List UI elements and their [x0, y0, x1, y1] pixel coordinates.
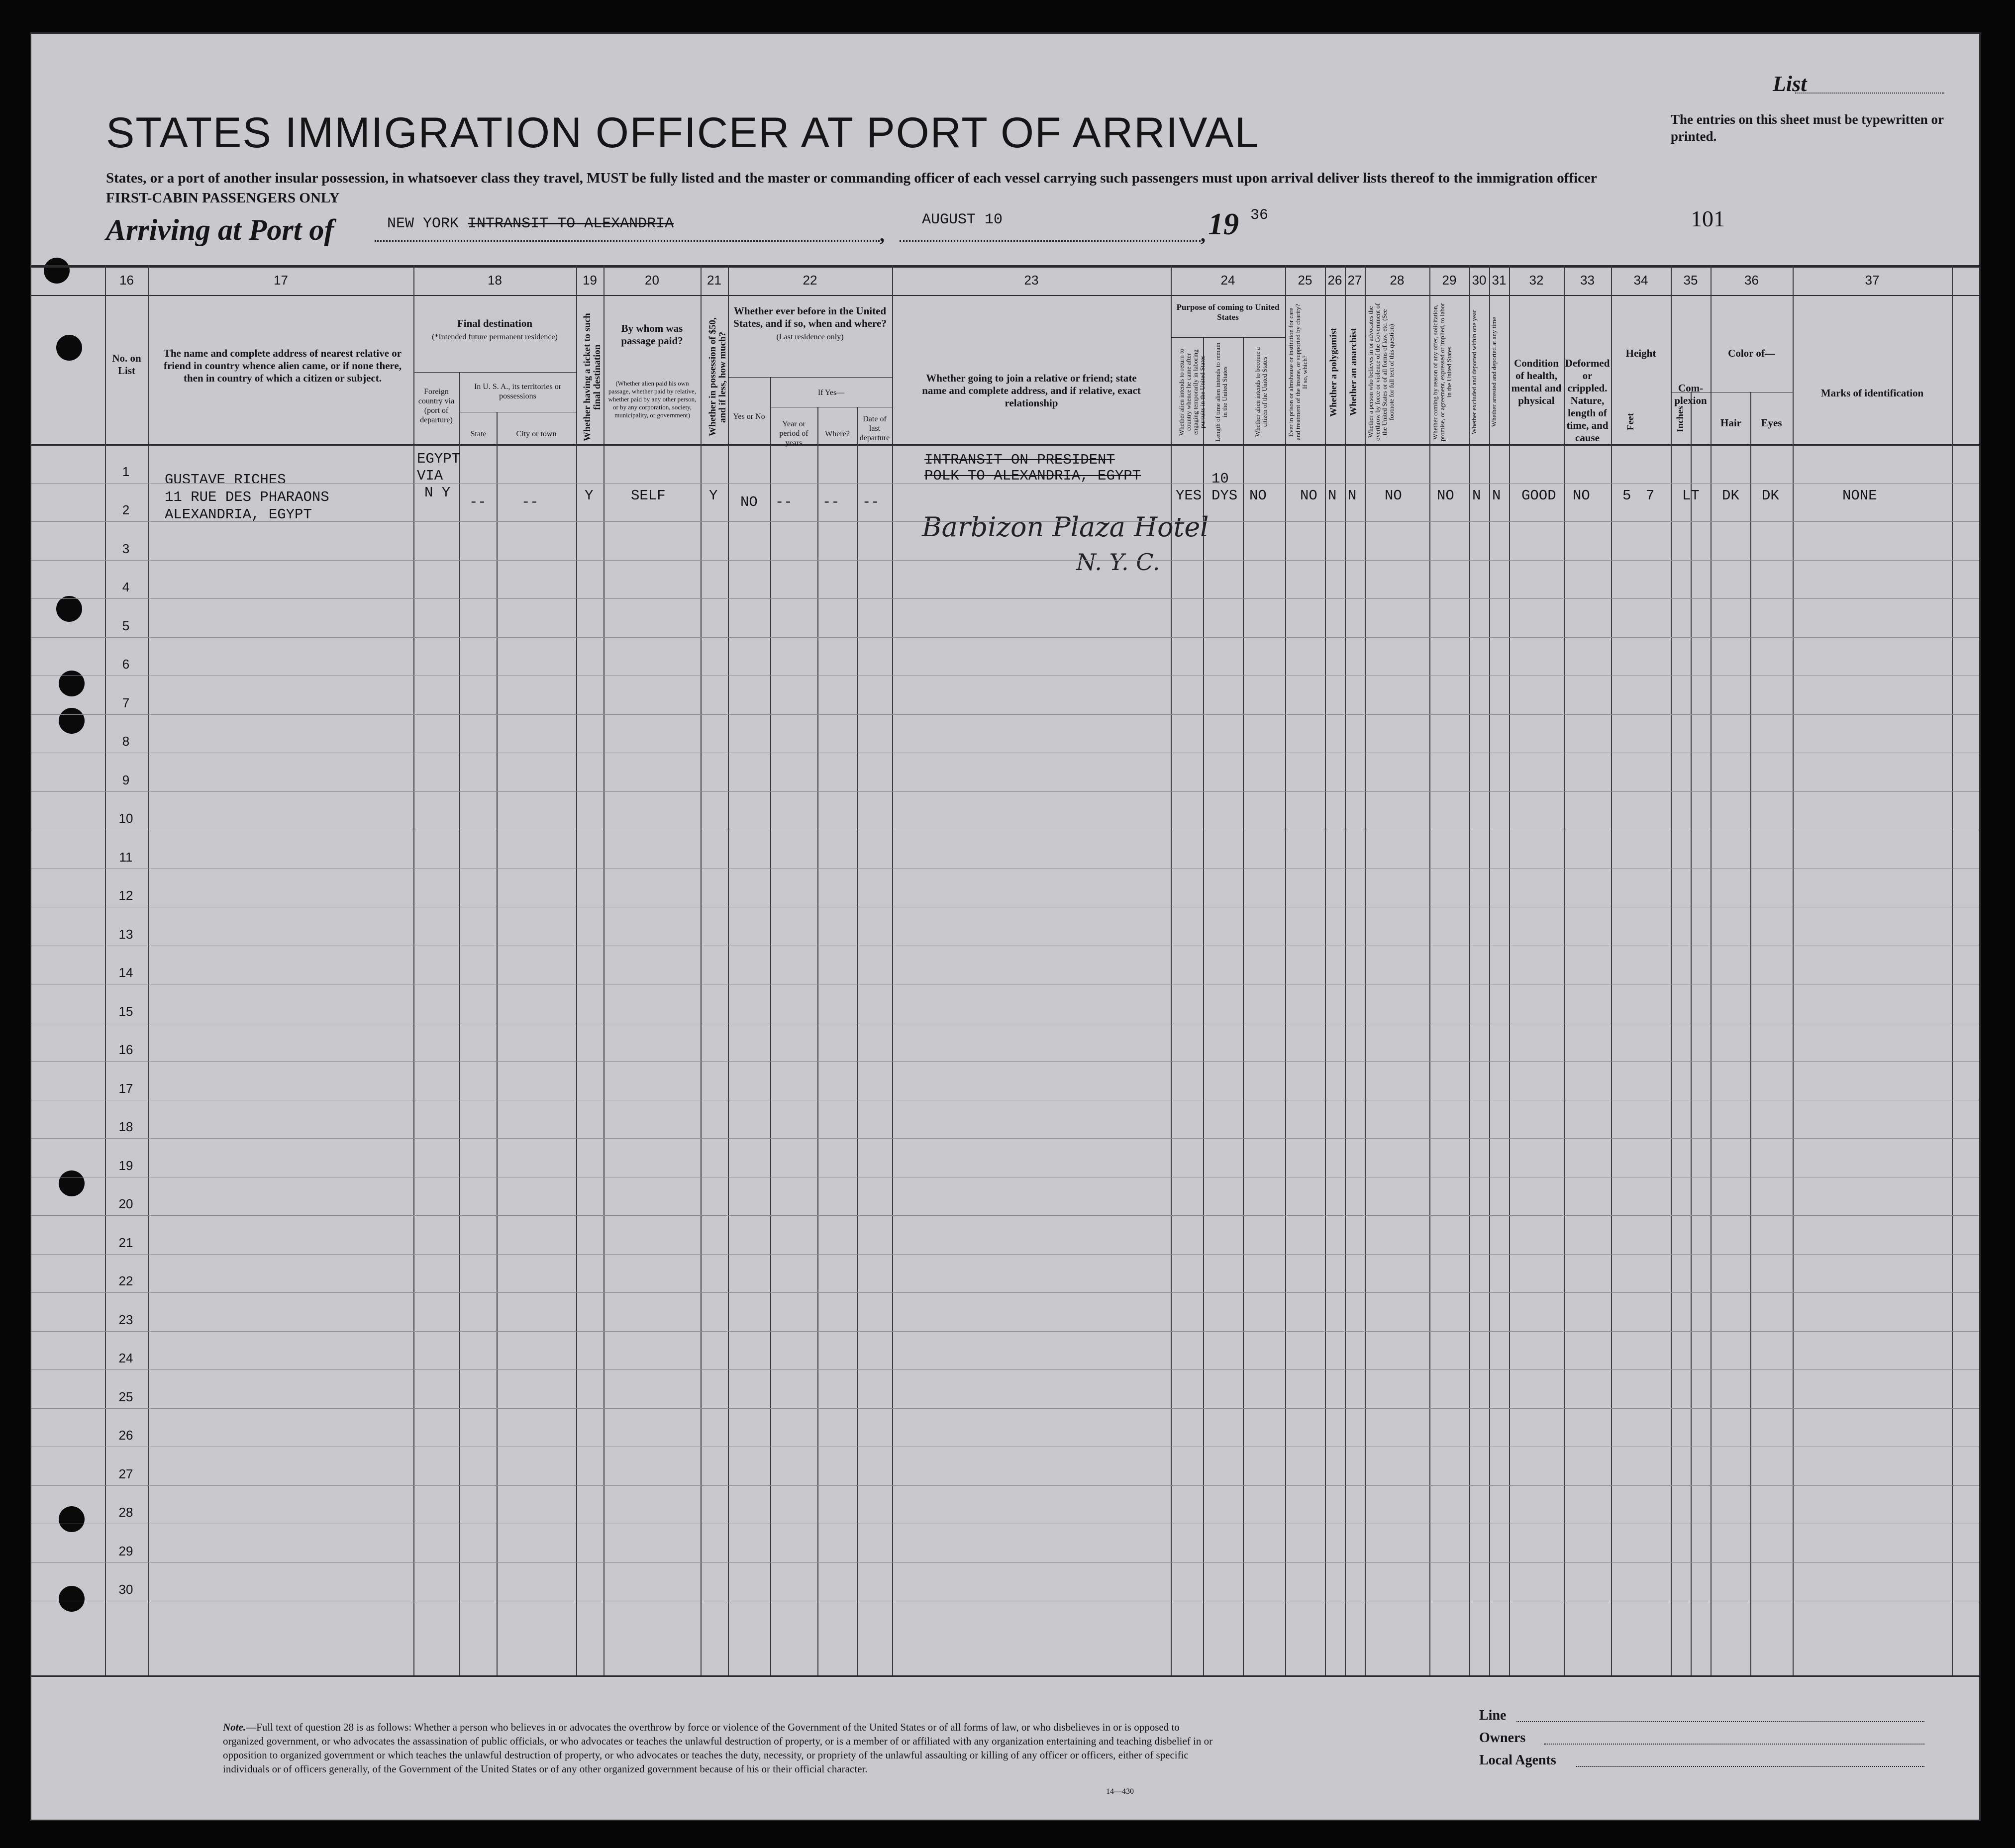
col-rule: [1489, 265, 1490, 1675]
row-rule: [31, 1369, 1979, 1370]
handwritten-hotel: Barbizon Plaza Hotel: [922, 511, 1209, 543]
row-number: 28: [118, 1505, 133, 1520]
entry-anarchist: N: [1348, 487, 1357, 504]
row-number: 19: [118, 1158, 133, 1173]
col-number: 18: [488, 273, 502, 288]
entry-marks: NONE: [1842, 487, 1877, 504]
entry-before: NO: [740, 494, 758, 510]
entry-question-31: N: [1492, 487, 1501, 504]
header-marks: Marks of identification: [1820, 387, 1924, 399]
row-number: 17: [118, 1080, 133, 1096]
handwritten-city: N. Y. C.: [1076, 549, 1160, 576]
header-ticket: Whether having a ticket to such final destination: [582, 313, 603, 441]
col-rule: [1365, 265, 1366, 1675]
punch-hole: [44, 258, 70, 284]
comma-mark-2: ,: [1201, 223, 1206, 246]
col-number: 16: [119, 273, 134, 288]
row-number: 6: [122, 657, 130, 672]
row-rule: [31, 1485, 1979, 1486]
colnum-rule: [31, 295, 1979, 296]
entry-joining-line2: POLK TO ALEXANDRIA, EGYPT: [924, 468, 1141, 484]
row-rule: [31, 1138, 1979, 1139]
row-rule: [31, 714, 1979, 715]
entry-length-number: 10: [1211, 471, 1229, 487]
row-number: 22: [118, 1273, 133, 1288]
sub-col-rule: [1243, 337, 1244, 1675]
col-rule: [701, 265, 702, 1675]
header-purpose-return: Whether alien intends to return to country whence he came after engaging temporarily in laboring pursuits in the United States: [1178, 348, 1206, 436]
header-passage-paid: By whom was passage paid?: [621, 322, 683, 347]
entry-question-28: NO: [1385, 487, 1402, 504]
col-number: 20: [645, 273, 659, 288]
sub-rule: [413, 372, 576, 373]
header-city: City or town: [516, 430, 557, 438]
header-ever-before-note: (Last residence only): [776, 333, 844, 341]
row-rule: [31, 598, 1979, 599]
header-inches: Inches: [1675, 406, 1686, 433]
header-where: Where?: [825, 430, 850, 438]
punch-hole: [59, 1586, 85, 1612]
row-number: 8: [122, 734, 130, 749]
entry-city: --: [521, 494, 539, 510]
page-number: 101: [1691, 206, 1725, 231]
row-rule: [31, 791, 1979, 792]
entry-fifty: Y: [709, 487, 718, 504]
col-rule: [1509, 265, 1510, 1675]
row-number: 4: [122, 580, 130, 594]
col-number: 25: [1298, 273, 1312, 288]
row-number: 12: [118, 888, 133, 903]
col-number: 31: [1492, 273, 1507, 288]
punch-hole: [56, 596, 82, 622]
col-rule: [892, 265, 893, 1675]
row-number: 25: [118, 1389, 133, 1404]
row-number: 30: [118, 1582, 133, 1597]
row-number: 18: [118, 1119, 133, 1134]
entry-joining-line1: INTRANSIT ON PRESIDENT: [924, 452, 1115, 468]
header-purpose-citizen: Whether alien intends to become a citizen of the United States: [1254, 347, 1268, 437]
form-number: 14—430: [1106, 1787, 1134, 1796]
header-hair: Hair: [1720, 417, 1741, 429]
header-ever-before: Whether ever before in the United States, and if so, when and where?: [733, 305, 887, 329]
row-number: 5: [122, 618, 130, 633]
entry-question-30: N: [1472, 487, 1481, 504]
row-number: 10: [118, 811, 133, 826]
row-number: 14: [118, 965, 133, 980]
col-rule: [1469, 265, 1470, 1675]
header-yes-or-no: Yes or No: [733, 412, 765, 421]
col-rule: [148, 265, 149, 1675]
col-rule: [1285, 265, 1286, 1675]
page-title: STATES IMMIGRATION OFFICER AT PORT OF ARRIVAL: [106, 109, 1260, 157]
entry-name: GUSTAVE RICHES: [165, 472, 286, 488]
row-number: 2: [122, 502, 130, 517]
sub-col-rule: [1750, 392, 1751, 1675]
header-color-of: Color of—: [1728, 347, 1775, 359]
col-number: 22: [803, 273, 817, 288]
footnote-label: Note.: [223, 1721, 246, 1733]
punch-hole: [59, 1506, 85, 1532]
col-rule: [1671, 265, 1672, 1675]
table-top-rule: [31, 265, 1979, 268]
local-agents-label: Local Agents: [1479, 1752, 1556, 1768]
entry-feet: 5: [1622, 487, 1631, 504]
port-line: [375, 240, 880, 242]
col-number: 27: [1347, 273, 1362, 288]
header-joining-relative: Whether going to join a relative or friend; state name and complete address, and if relative, exact relationship: [922, 372, 1141, 409]
entry-state: --: [469, 494, 487, 510]
row-number: 24: [118, 1351, 133, 1365]
entry-deformed: NO: [1573, 487, 1590, 504]
line-label: Line: [1479, 1708, 1507, 1723]
row-number: 26: [118, 1428, 133, 1443]
header-deformed: Deformed or crippled. Nature, length of time, and cause: [1565, 357, 1610, 444]
row-rule: [31, 1292, 1979, 1293]
sub-col-rule: [497, 412, 498, 1675]
header-height: Height: [1625, 347, 1656, 359]
typewritten-note: The entries on this sheet must be typewritten or printed.: [1671, 112, 1944, 144]
entry-health: GOOD: [1521, 487, 1556, 504]
manifest-sheet: [30, 32, 1981, 1821]
port-field: [387, 215, 674, 232]
row-number: 29: [118, 1543, 133, 1558]
instructions-text: States, or a port of another insular possession, in whatsoever class they travel, MUST be fully listed and the master or commanding officer of each vessel carrying such passengers must upon arrival deliver lists thereof to the immigration officer: [106, 170, 1597, 186]
col-number: 24: [1220, 273, 1235, 288]
entry-hair: DK: [1722, 487, 1739, 504]
punch-hole: [56, 335, 82, 361]
row-rule: [31, 637, 1979, 638]
owners-signature-line: [1544, 1744, 1924, 1745]
footnote-text: —Full text of question 28 is as follows: Whether a person who believes in or advocates the overthrow by force or violence of the Government of the United States or of all forms of law, or who disbelieves in or is opposed to organized government, or who advocates the assassination of public officials, or who advocates or teaches the unlawful destruction of property, or is a member of or affiliated with any organization entertaining and teaching disbelief in or opposition to organized government or which teaches the unlawful destruction of property, or who advocates or teaches the duty, necessity, or propriety of the unlawful assaulting or killing of any officer or officers, either of specific individuals or of officers generally, of the Government of the United States or of any other organized government because of his or their official character.: [223, 1721, 1213, 1775]
row-rule: [31, 1408, 1979, 1409]
row-number: 20: [118, 1196, 133, 1211]
punch-hole: [59, 1170, 85, 1196]
entry-purpose: YES: [1176, 487, 1202, 504]
header-date-departure: Date of last departure: [859, 415, 890, 442]
header-prison: Ever in prison or almshouse or institution for care and treatment of the insane, or supported by charity? If so, which?: [1287, 304, 1309, 440]
row-number: 16: [118, 1042, 133, 1057]
row-number: 21: [118, 1235, 133, 1250]
entry-citizen: NO: [1249, 487, 1267, 504]
row-number: 23: [118, 1312, 133, 1327]
col-number: 36: [1744, 273, 1759, 288]
entry-foreign-via: VIA: [417, 468, 443, 484]
entry-address-line2: ALEXANDRIA, EGYPT: [165, 506, 312, 523]
header-question-28: Whether a person who believes in or advocates the overthrow by force or violence of the Government of the United States or of all forms of law, etc. (See footnote for full text of this question): [1367, 303, 1395, 441]
arriving-label: Arriving at Port of: [106, 213, 334, 246]
col-rule: [728, 265, 729, 1675]
instructions: [106, 168, 1698, 208]
col-rule: [1611, 265, 1612, 1675]
header-purpose-length: Length of time alien intends to remain in the United States: [1214, 342, 1228, 442]
sub-rule: [1171, 337, 1285, 338]
passenger-class: FIRST-CABIN PASSENGERS ONLY: [106, 190, 340, 206]
entry-question-29: NO: [1437, 487, 1454, 504]
port-value: NEW YORK: [387, 215, 459, 232]
list-label: List: [1773, 72, 1807, 96]
entry-inches: 7: [1646, 487, 1655, 504]
year-prefix: 19: [1208, 207, 1239, 241]
col-rule: [1345, 265, 1346, 1675]
header-complexion: Com- plexion: [1674, 382, 1707, 406]
row-number: 13: [118, 926, 133, 942]
row-number: 27: [118, 1466, 133, 1481]
header-polygamist: Whether a polygamist: [1328, 327, 1339, 417]
header-final-destination: Final destination: [457, 317, 533, 329]
header-if-yes: If Yes—: [817, 389, 845, 397]
comma-mark: ,: [880, 223, 885, 246]
entry-paid-by: SELF: [631, 487, 666, 504]
entry-foreign-country: EGYPT: [417, 451, 461, 467]
header-in-usa: In U. S. A., its territories or possessions: [474, 383, 562, 400]
col-number: 35: [1683, 273, 1698, 288]
header-question-30: Whether excluded and deported within one year: [1470, 310, 1478, 434]
row-rule: [31, 521, 1979, 522]
punch-hole: [59, 671, 85, 696]
header-feet: Feet: [1625, 413, 1636, 431]
col-rule: [1564, 265, 1565, 1675]
sub-rule: [728, 377, 892, 378]
agents-signature-line: [1576, 1766, 1924, 1767]
entry-complexion: LT: [1682, 487, 1700, 504]
header-foreign-country: Foreign country via (port of departure): [418, 388, 455, 424]
col-rule: [1429, 265, 1430, 1675]
sub-col-rule: [1691, 392, 1692, 1675]
entry-foreign-port: N Y: [424, 485, 451, 501]
col-number: 29: [1442, 273, 1457, 288]
header-final-destination-note: (*Intended future permanent residence): [432, 333, 558, 341]
entry-address-line1: 11 RUE DES PHARAONS: [165, 489, 329, 505]
line-signature-line: [1516, 1721, 1924, 1722]
header-eyes: Eyes: [1761, 417, 1782, 429]
header-anarchist: Whether an anarchist: [1348, 328, 1359, 416]
row-number: 3: [122, 541, 130, 556]
row-rule: [31, 1331, 1979, 1332]
row-rule: [31, 560, 1979, 561]
col-number: 32: [1529, 273, 1544, 288]
row-rule: [31, 1215, 1979, 1216]
entry-length-unit: DYS: [1211, 487, 1238, 504]
header-nearest-relative: The name and complete address of nearest relative or friend in country whence alien came, or if none there, then in country of which a citizen or subject.: [163, 347, 402, 384]
entry-before-date: --: [862, 494, 880, 510]
header-purpose: Purpose of coming to United States: [1176, 302, 1280, 322]
sub-col-rule: [459, 372, 460, 1675]
date-line: [900, 240, 1201, 242]
port-struck-value: INTRANSIT TO ALEXANDRIA: [468, 215, 674, 232]
row-number: 9: [122, 772, 130, 787]
header-health: Condition of health, mental and physical: [1511, 357, 1562, 406]
row-number: 1: [122, 464, 130, 479]
owners-label: Owners: [1479, 1730, 1526, 1746]
row-rule: [31, 1254, 1979, 1255]
entry-before-where: --: [822, 494, 840, 510]
header-no-on-list: No. on List: [112, 352, 141, 377]
header-question-31: Whether arrested and deported at any time: [1490, 317, 1498, 427]
col-rule: [413, 265, 414, 1675]
col-number: 26: [1327, 273, 1342, 288]
row-number: 15: [118, 1003, 133, 1019]
header-fifty-dollars: Whether in possession of $50, and if less, how much?: [707, 317, 728, 437]
year-suffix: 36: [1250, 207, 1269, 224]
col-number: 30: [1472, 273, 1487, 288]
col-number: 23: [1024, 273, 1039, 288]
col-rule: [1711, 265, 1712, 1675]
entry-prison: NO: [1300, 487, 1317, 504]
header-year-period: Year or period of years: [779, 420, 808, 447]
col-rule: [1793, 265, 1794, 1675]
col-number: 33: [1580, 273, 1595, 288]
col-rule: [1952, 265, 1953, 1675]
col-number: 19: [583, 273, 597, 288]
col-number: 17: [274, 273, 288, 288]
entry-eyes: DK: [1762, 487, 1779, 504]
table-bottom-rule: [31, 1675, 1979, 1677]
header-question-29: Whether coming by reason of any offer, solicitation, promise, or agreement, expressed or implied, to labor in the United States: [1431, 303, 1453, 441]
col-number: 21: [707, 273, 721, 288]
row-number: 11: [119, 849, 133, 865]
entry-ticket: Y: [585, 487, 594, 504]
row-rule: [31, 483, 1979, 484]
arrival-date: AUGUST 10: [922, 211, 1003, 228]
sub-col-rule: [770, 377, 771, 1675]
header-passage-note: (Whether alien paid his own passage, whether paid by relative, whether paid by any other person, or by any corporation, society, municipality, or government): [608, 380, 697, 419]
row-number: 7: [122, 695, 130, 710]
punch-hole: [59, 708, 85, 734]
col-rule: [1171, 265, 1172, 1675]
entry-polygamist: N: [1328, 487, 1337, 504]
entry-before-year: --: [775, 494, 793, 510]
header-state: State: [470, 430, 487, 438]
row-rule: [31, 1562, 1979, 1563]
header-bottom-rule: [31, 444, 1979, 446]
col-number: 28: [1390, 273, 1405, 288]
row-rule: [31, 1061, 1979, 1062]
col-rule: [576, 265, 577, 1675]
footnote: [223, 1720, 1218, 1776]
col-number: 37: [1865, 273, 1880, 288]
list-number-line: [1795, 93, 1944, 94]
col-rule: [1325, 265, 1326, 1675]
col-number: 34: [1633, 273, 1648, 288]
